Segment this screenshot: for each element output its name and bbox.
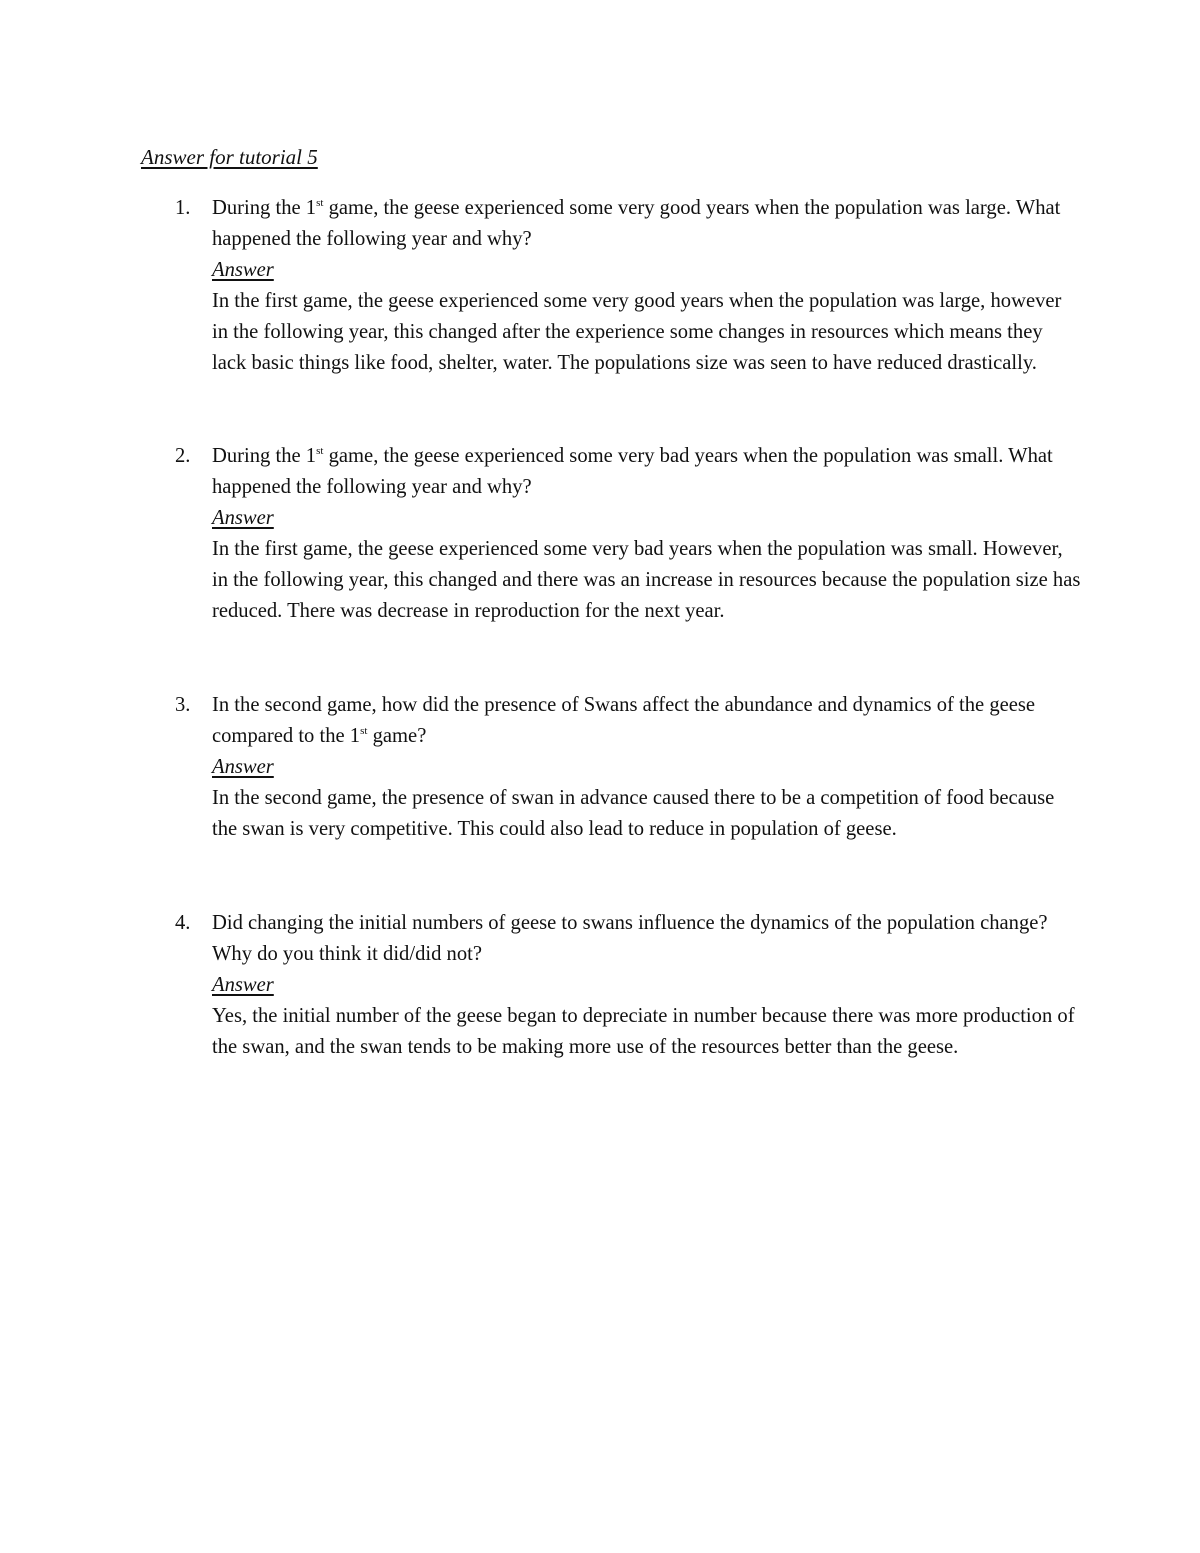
- question-text: During the 1st game, the geese experienced some very bad years when the population was small. What happened the following year and why?: [212, 445, 1053, 498]
- answer-text: Yes, the initial number of the geese began to depreciate in number because there was more production of the swan, and the swan tends to be making more use of the resources better than the geese.: [212, 1005, 1075, 1058]
- question-item-3: [175, 690, 1082, 845]
- question-number: 2.: [175, 445, 191, 467]
- answer-label: Answer: [212, 974, 274, 996]
- document-title: Answer for tutorial 5: [141, 145, 318, 169]
- answer-label: Answer: [212, 756, 274, 778]
- answer-label: Answer: [212, 507, 274, 529]
- answer-label: Answer: [212, 259, 274, 281]
- question-number: 3.: [175, 694, 191, 716]
- question-item-4: [175, 908, 1082, 1063]
- question-item-2: [175, 441, 1082, 627]
- answer-text: In the second game, the presence of swan in advance caused there to be a competition of food because the swan is very competitive. This could also lead to reduce in population of geese.: [212, 787, 1055, 840]
- question-number: 1.: [175, 197, 191, 219]
- question-text: In the second game, how did the presence of Swans affect the abundance and dynamics of the geese compared to the 1st game?: [212, 694, 1036, 747]
- question-number: 4.: [175, 912, 191, 934]
- ordinal-superscript: st: [316, 445, 324, 457]
- answer-text: In the first game, the geese experienced some very good years when the population was large, however in the following year, this changed after the experience some changes in resources which means they lack basic things like food, shelter, water. The populations size was seen to have reduced drastically.: [212, 290, 1062, 374]
- answer-text: In the first game, the geese experienced some very bad years when the population was small. However, in the following year, this changed and there was an increase in resources because the population size has reduced. There was decrease in reproduction for the next year.: [212, 538, 1081, 622]
- question-text: During the 1st game, the geese experienced some very good years when the population was large. What happened the following year and why?: [212, 197, 1061, 250]
- question-text: Did changing the initial numbers of geese to swans influence the dynamics of the population change? Why do you think it did/did not?: [212, 912, 1048, 965]
- ordinal-superscript: st: [360, 725, 368, 737]
- ordinal-superscript: st: [316, 197, 324, 209]
- question-item-1: [175, 193, 1082, 379]
